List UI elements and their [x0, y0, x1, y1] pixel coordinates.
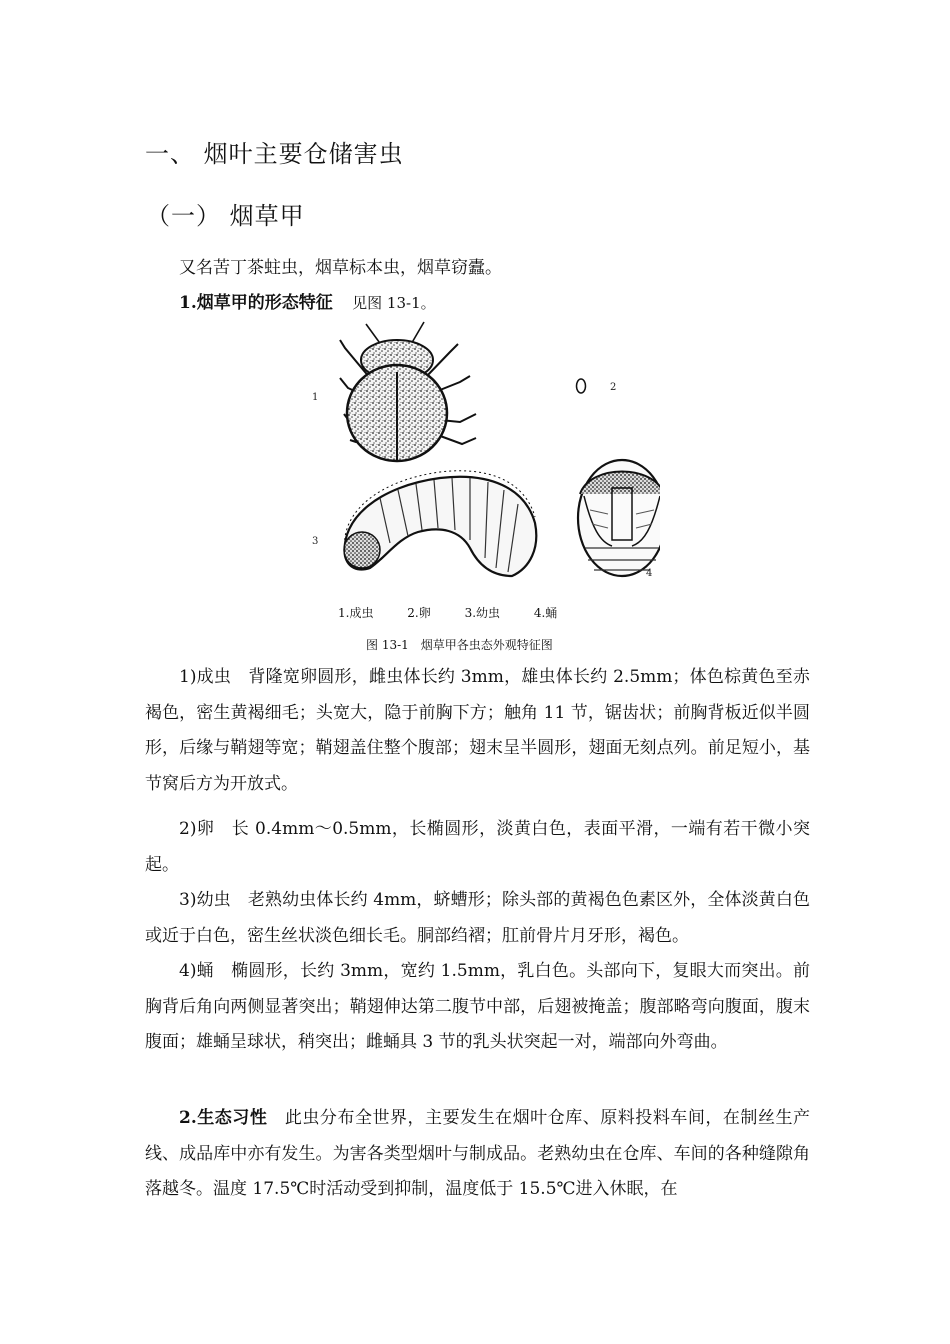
figure-labels [338, 604, 587, 621]
intro-paragraph: 又名苦丁茶蛀虫，烟草标本虫，烟草窃蠹。 [179, 258, 502, 278]
morphology-heading-line [179, 288, 436, 313]
section-heading: 一、 烟叶主要仓储害虫 [145, 140, 404, 168]
ecology-text: 此虫分布全世界，主要发生在烟叶仓库、原料投料车间，在制丝生产线、成品库中亦有发生。为害各类型烟叶与制成品。老熟幼虫在仓库、车间的各种缝隙角落越冬。温度 17.5℃时活动受到抑制，温度低于 15.5℃进入休眠，在 [145, 1108, 811, 1199]
figure-label-adult: 1.成虫 [338, 606, 374, 620]
subsection-heading: （一） 烟草甲 [146, 202, 305, 230]
egg-illustration [577, 379, 586, 393]
insect-figure [300, 318, 660, 588]
pupa-illustration [578, 460, 660, 576]
figure-label-pupa: 4.蛹 [533, 606, 558, 620]
paragraph-ecology [145, 1101, 810, 1208]
figure-number-4: 4 [646, 568, 653, 579]
ecology-title: 2.生态习性 [179, 1108, 268, 1128]
figure-number-1: 1 [312, 392, 319, 403]
figure-label-larva: 3.幼虫 [464, 606, 501, 620]
larva-illustration [344, 471, 536, 576]
paragraph-pupa: 4)蛹 椭圆形，长约 3mm，宽约 1.5mm，乳白色。头部向下，复眼大而突出。前胸背后角向两侧显著突出；鞘翅伸达第二腹节中部，后翅被掩盖；腹部略弯向腹面，腹末腹面；雄蛹呈球状，稍突出；雌蛹具 3 节的乳头状突起一对，端部向外弯曲。 [145, 961, 810, 1052]
paragraph-adult: 1)成虫 背隆宽卵圆形，雌虫体长约 3mm，雄虫体长约 2.5mm；体色棕黄色至赤褐色，密生黄褐细毛；头宽大，隐于前胸下方；触角 11 节，锯齿状；前胸背板近似半圆形，后缘与鞘翅等宽；鞘翅盖住整个腹部；翅末呈半圆形，翅面无刻点列。前足短小，基节窝后方为开放式。 [145, 667, 810, 794]
paragraph-larva: 3)幼虫 老熟幼虫体长约 4mm，蛴螬形；除头部的黄褐色色素区外，全体淡黄白色或近于白色，密生丝状淡色细长毛。胴部绉褶；肛前骨片月牙形，褐色。 [145, 890, 810, 946]
paragraph-egg: 2)卵 长 0.4mm～0.5mm，长椭圆形，淡黄白色，表面平滑，一端有若干微小突起。 [145, 819, 810, 875]
figure-reference: 见图 13-1。 [352, 294, 436, 312]
figure-number-3: 3 [312, 536, 319, 547]
adult-beetle-illustration [340, 322, 476, 461]
figure-label-egg: 2.卵 [407, 606, 431, 620]
figure-caption: 图 13-1 烟草甲各虫态外观特征图 [366, 638, 553, 652]
morphology-title: 1.烟草甲的形态特征 [179, 293, 333, 313]
figure-number-2: 2 [610, 382, 617, 393]
